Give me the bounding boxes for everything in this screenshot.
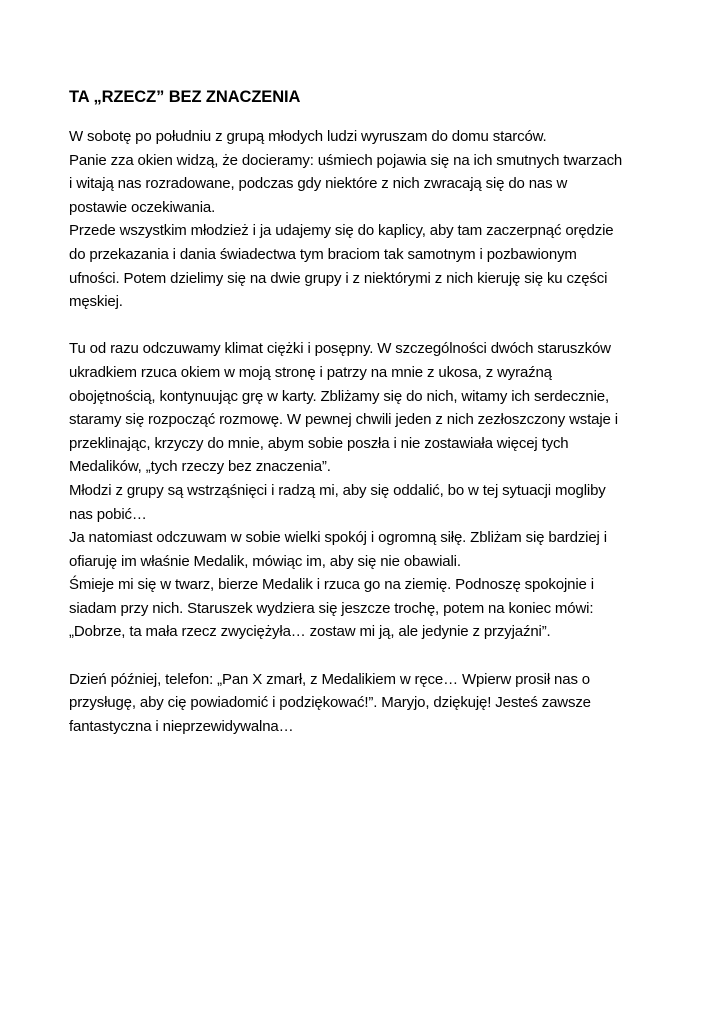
text-line: Medalików, „tych rzeczy bez znaczenia”. [69,458,331,476]
text-line: siadam przy nich. Staruszek wydziera się jeszcze trochę, potem na koniec mówi: [69,599,594,617]
paragraph [69,125,669,314]
text-line: ofiaruję im właśnie Medalik, mówiąc im, aby się nie obawiali. [69,552,461,570]
paragraph [69,337,669,644]
text-line: Śmieje mi się w twarz, bierze Medalik i rzuca go na ziemię. Podnoszę spokojnie i [69,576,594,594]
text-line: do przekazania i dania świadectwa tym braciom tak samotnym i pozbawionym [69,245,577,263]
text-line: Młodzi z grupy są wstrząśnięci i radzą mi, aby się oddalić, bo w tej sytuacji mogliby [69,481,606,499]
text-line: Panie zza okien widzą, że docieramy: uśmiech pojawia się na ich smutnych twarzach [69,151,623,169]
text-line: przeklinając, krzyczy do mnie, abym sobie poszła i nie zostawiała więcej tych [69,434,569,452]
paragraph-spacer [69,644,669,668]
text-line: ukradkiem rzuca okiem w moją stronę i patrzy na mnie z ukosa, z wyraźną [69,363,552,381]
text-line: ufności. Potem dzielimy się na dwie grupy i z niektórymi z nich kieruję się ku części [69,269,608,287]
text-line: Przede wszystkim młodzież i ja udajemy się do kaplicy, aby tam zaczerpnąć orędzie [69,222,614,240]
text-line: Tu od razu odczuwamy klimat ciężki i posępny. W szczególności dwóch staruszków [69,340,611,358]
text-line: fantastyczna i nieprzewidywalna… [69,717,294,735]
text-line: przysługę, aby cię powiadomić i podziękować!”. Maryjo, dziękuję! Jesteś zawsze [69,694,591,712]
text-line: W sobotę po południu z grupą młodych ludzi wyruszam do domu starców. [69,128,547,145]
text-line: „Dobrze, ta mała rzecz zwyciężyła… zostaw mi ją, ale jedynie z przyjaźni”. [69,623,551,641]
document-body [69,125,669,738]
text-line: obojętnością, kontynuując grę w karty. Zbliżamy się do nich, witamy ich serdecznie, [69,387,610,405]
text-line: i witają nas rozradowane, podczas gdy niektóre z nich zwracają się do nas w [69,175,568,193]
text-line: męskiej. [69,293,123,311]
text-line: postawie oczekiwania. [69,198,216,216]
paragraph-spacer [69,314,669,338]
paragraph [69,668,669,739]
text-line: staramy się rozpocząć rozmowę. W pewnej chwili jeden z nich zezłoszczony wstaje i [69,411,618,429]
text-line: nas pobić… [69,505,147,523]
text-line: Dzień później, telefon: „Pan X zmarł, z Medalikiem w ręce… Wpierw prosił nas o [69,670,590,688]
text-line: Ja natomiast odczuwam w sobie wielki spokój i ogromną siłę. Zbliżam się bardziej i [69,529,607,547]
document-title: TA „RZECZ” BEZ ZNACZENIA [69,88,301,106]
